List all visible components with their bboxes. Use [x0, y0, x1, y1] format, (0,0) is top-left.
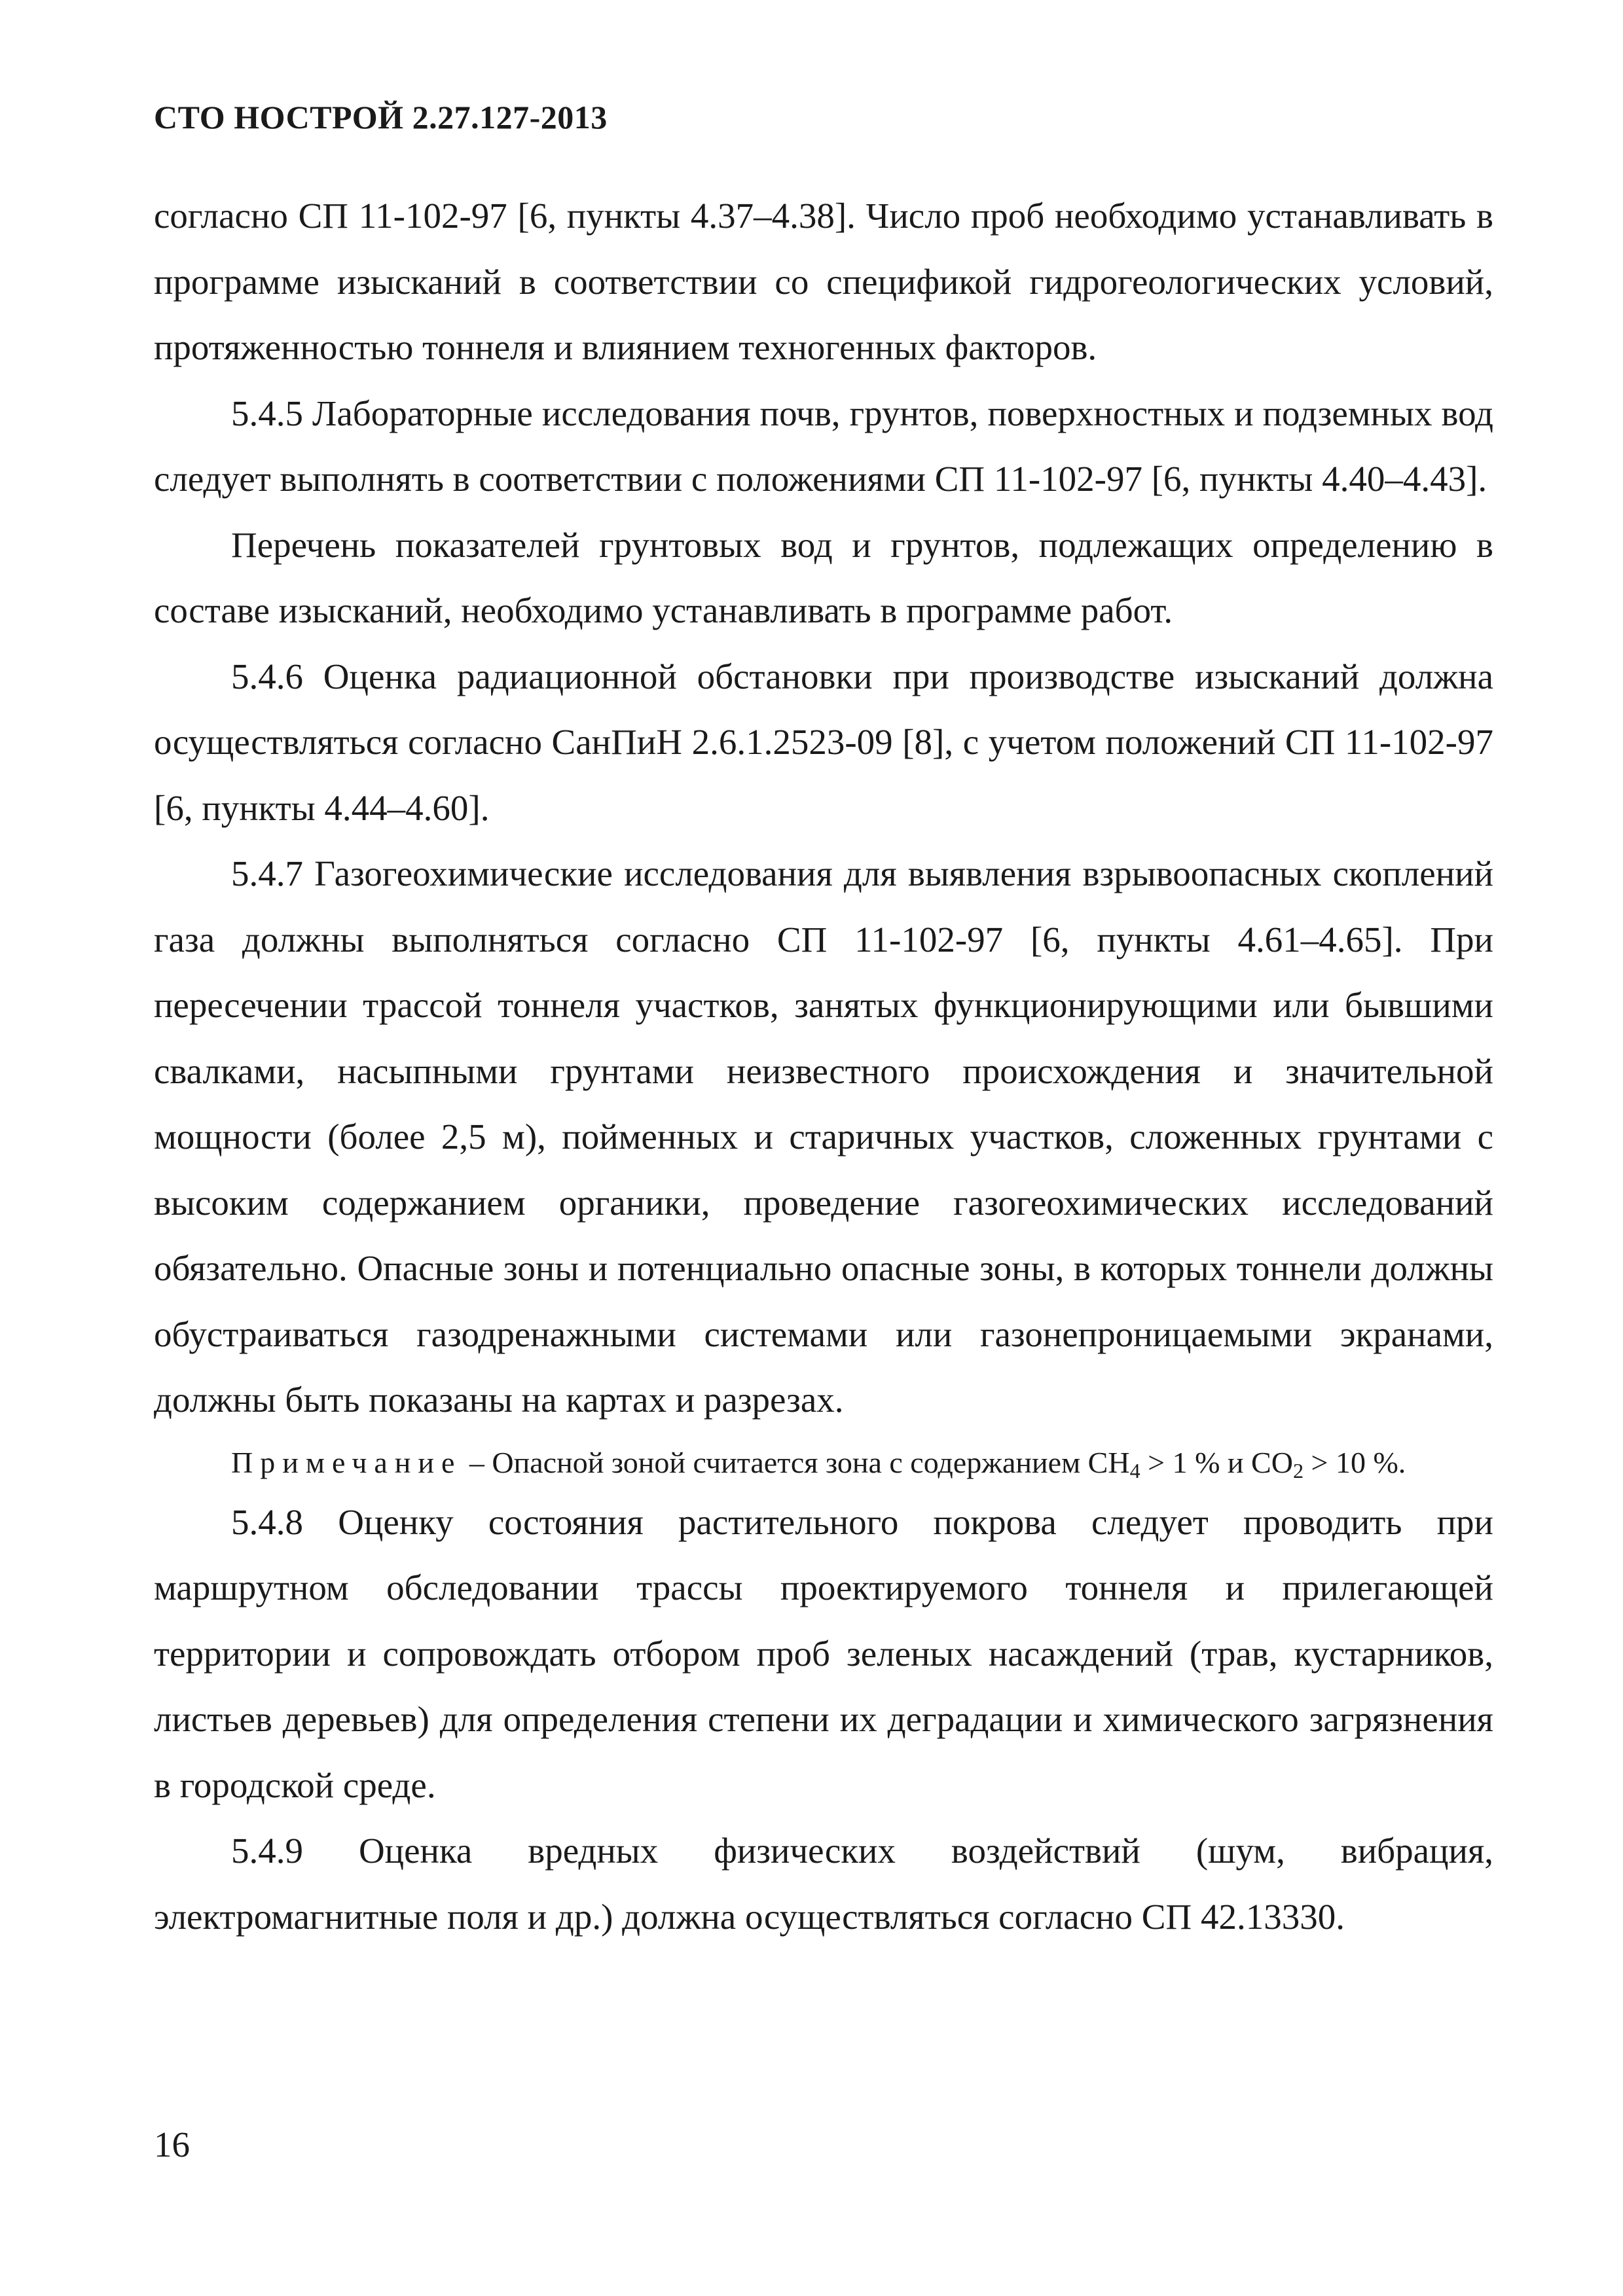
- note-label: Примечание: [231, 1445, 462, 1479]
- paragraph-5-4-5-list: Перечень показателей грунтовых вод и грунтов, подлежащих определению в составе изысканий, необходимо устанавливать в программе работ.: [154, 524, 1493, 630]
- paragraph-5-4-6: 5.4.6 Оценка радиационной обстановки при производстве изысканий должна осуществляться согласно СанПиН 2.6.1.2523-09 [8], с учетом положений СП 11-102-97 [6, пункты 4.44–4.60].: [154, 656, 1493, 828]
- document-body: [154, 183, 1493, 1950]
- paragraph-5-4-7: 5.4.7 Газогеохимические исследования для выявления взрывоопасных скоплений газа должны выполняться согласно СП 11-102-97 [6, пункты 4.61–4.65]. При пересечении трассой тоннеля участков, занятых функционирующими или бывшими свалками, насыпными грунтами неизвестного происхождения и значительной мощности (более 2,5 м), пойменных и старичных участков, сложенных грунтами с высоким содержанием органики, проведение газогеохимических исследований обязательно. Опасные зоны и потенциально опасные зоны, в которых тоннели должны обустраиваться газодренажными системами или газонепроницаемыми экранами, должны быть показаны на картах и разрезах.: [154, 853, 1493, 1420]
- note-text-2: > 1 % и CO: [1140, 1445, 1293, 1479]
- note-co-subscript: 2: [1292, 1458, 1304, 1482]
- page-number: 16: [154, 2125, 190, 2164]
- note-dash: –: [469, 1445, 484, 1479]
- paragraph-5-4-5: 5.4.5 Лабораторные исследования почв, грунтов, поверхностных и подземных вод следует выполнять в соответствии с положениями СП 11-102-97 [6, пункты 4.40–4.43].: [154, 393, 1493, 499]
- note-text-1: Опасной зоной считается зона с содержанием CH: [492, 1445, 1130, 1479]
- note-text-3: > 10 %.: [1304, 1445, 1406, 1479]
- note-ch-subscript: 4: [1129, 1458, 1140, 1482]
- paragraph-5-4-9: 5.4.9 Оценка вредных физических воздействий (шум, вибрация, электромагнитные поля и др.) должна осуществляться согласно СП 42.13330.: [154, 1831, 1493, 1937]
- paragraph-intro: согласно СП 11-102-97 [6, пункты 4.37–4.38]. Число проб необходимо устанавливать в программе изысканий в соответствии со спецификой гидрогеологических условий, протяженностью тоннеля и влиянием техногенных факторов.: [154, 196, 1493, 367]
- document-header: СТО НОСТРОЙ 2.27.127-2013: [154, 99, 608, 135]
- note-block: [154, 1441, 1493, 1484]
- paragraph-5-4-8: 5.4.8 Оценку состояния растительного покрова следует проводить при маршрутном обследовании трассы проектируемого тоннеля и прилегающей территории и сопровождать отбором проб зеленых насаждений (трав, кустарников, листьев деревьев) для определения степени их деградации и химического загрязнения в городской среде.: [154, 1501, 1493, 1805]
